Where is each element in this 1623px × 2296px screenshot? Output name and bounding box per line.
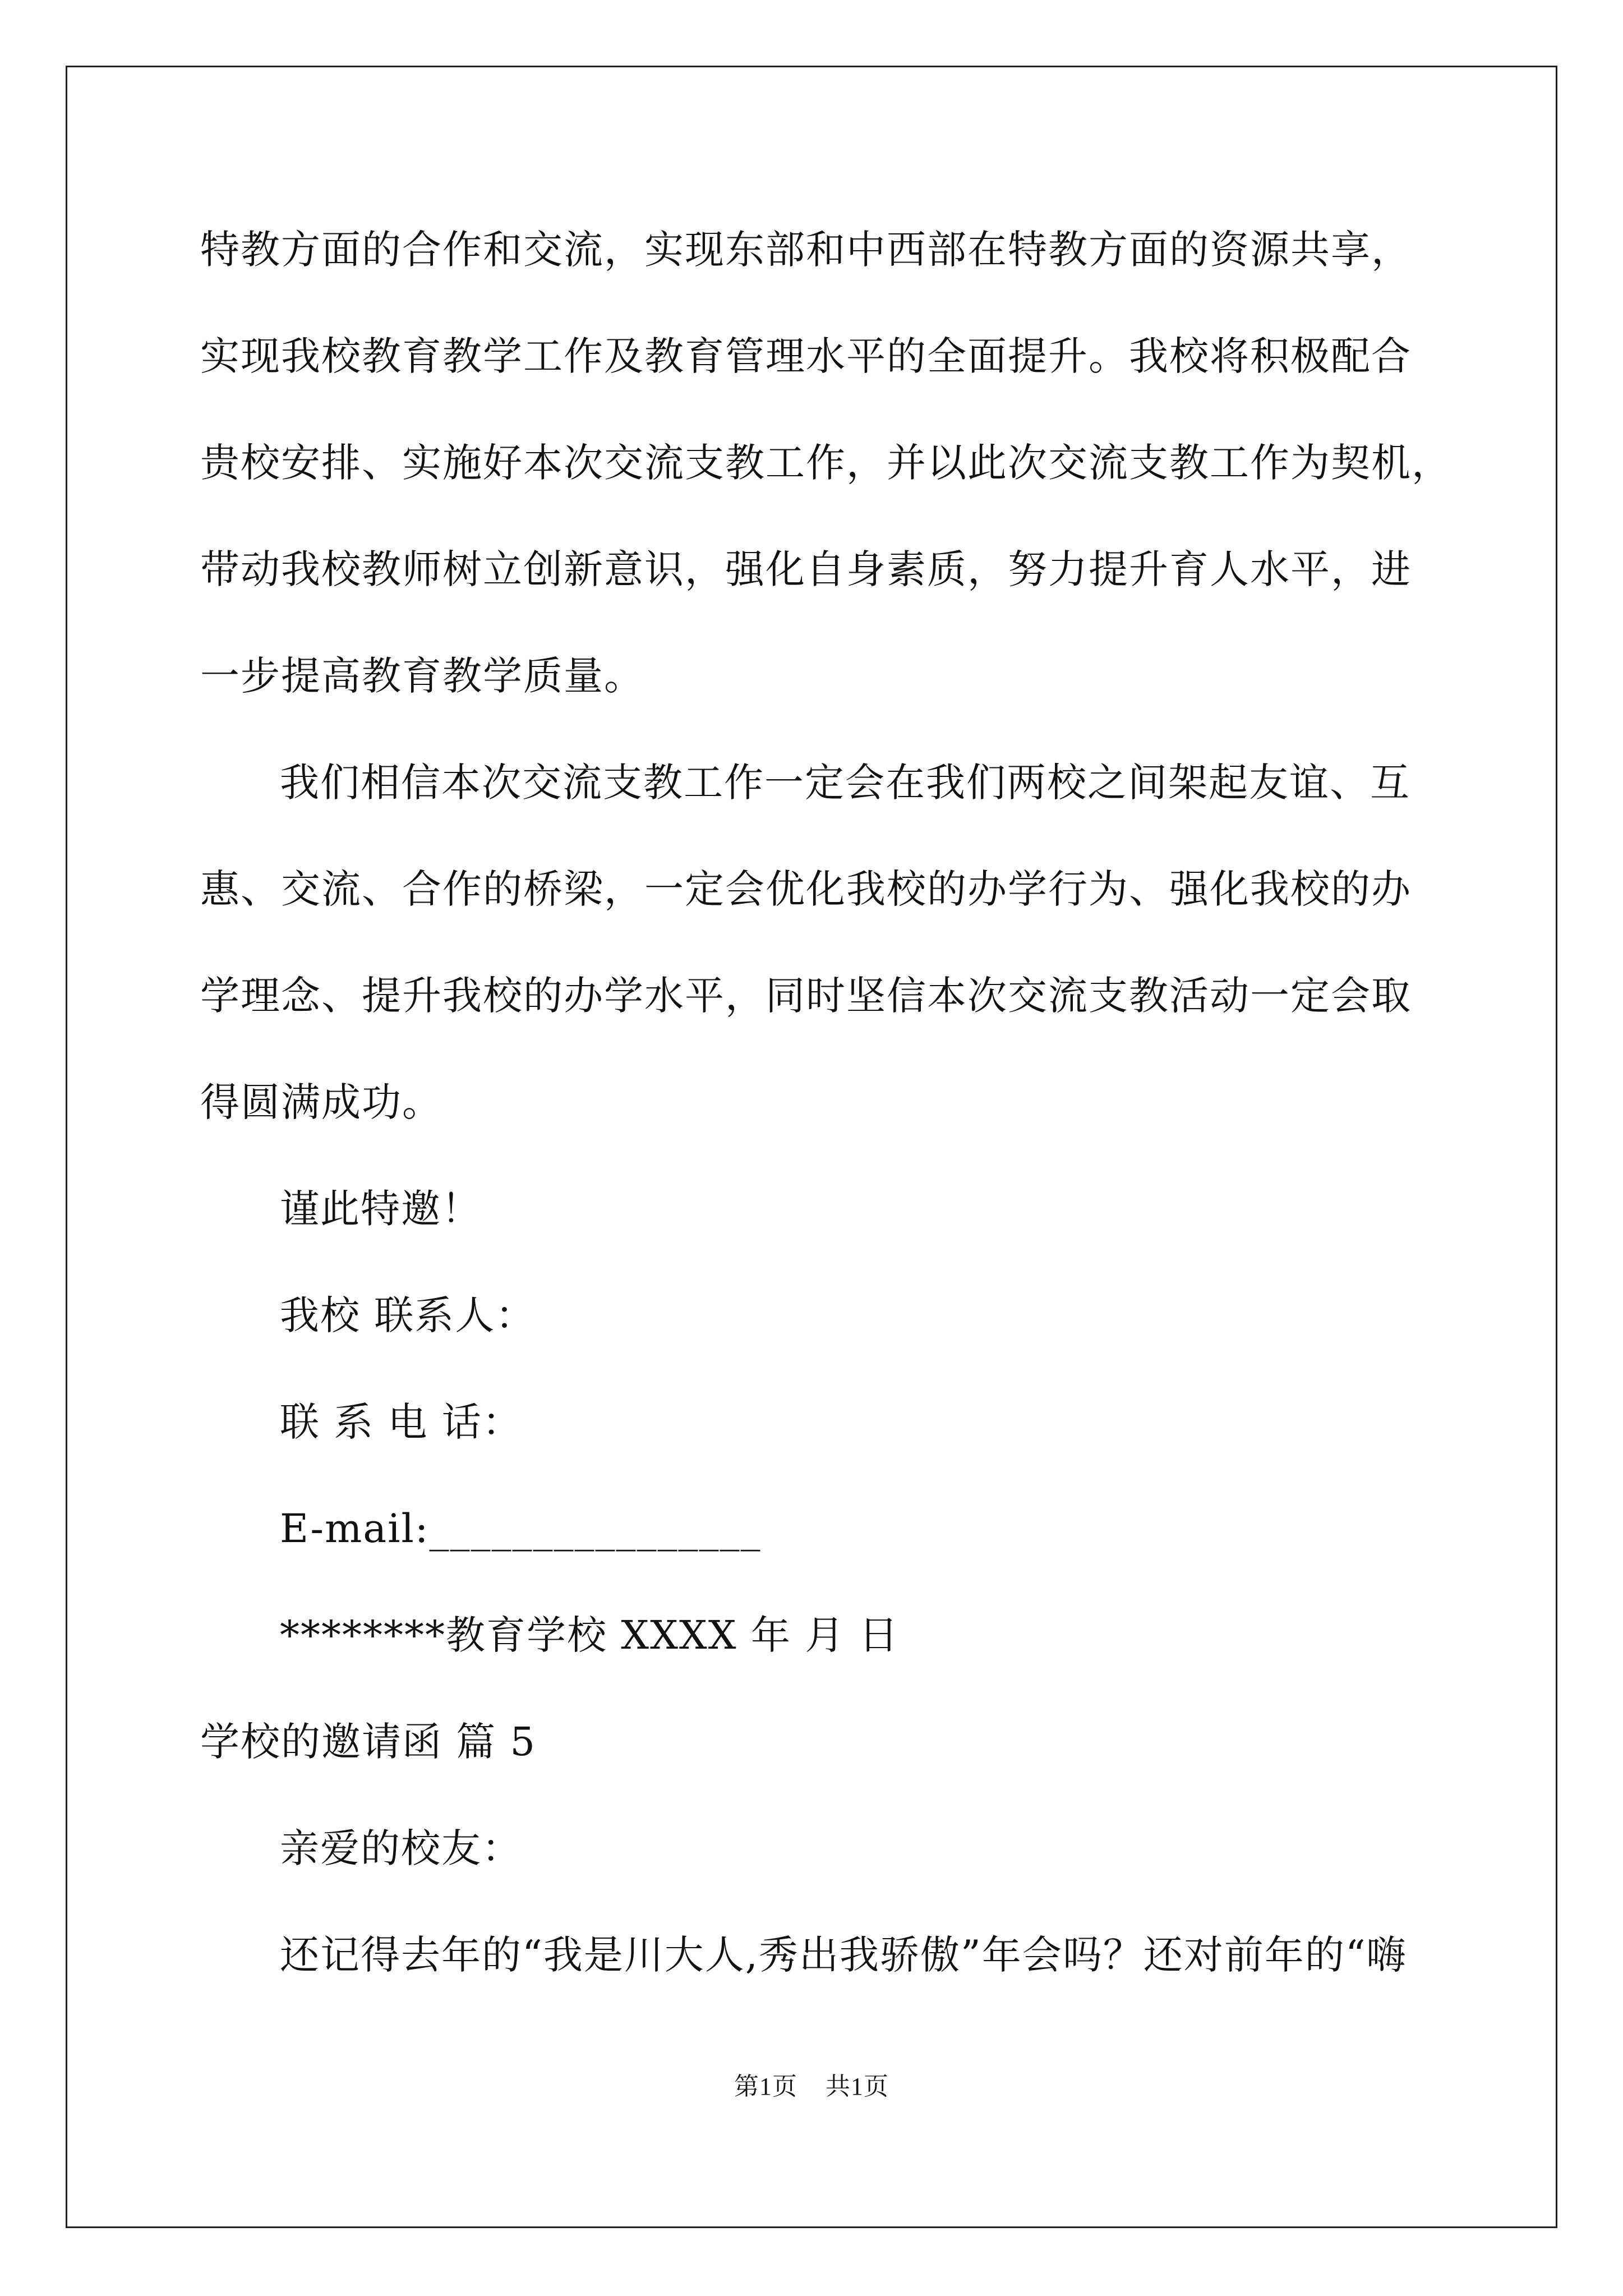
paragraph-line: 学理念、提升我校的办学水平，同时坚信本次交流支教活动一定会取: [200, 973, 1412, 1019]
section-heading: 学校的邀请函 篇 5: [200, 1719, 537, 1765]
salutation-line: 亲爱的校友：: [280, 1825, 522, 1871]
paragraph-line: 贵校安排、实施好本次交流支教工作，并以此次交流支教工作为契机，: [200, 440, 1452, 486]
page-footer: [0, 2070, 1623, 2104]
email-line: E-mail:________________: [280, 1506, 762, 1552]
paragraph-line: 带动我校教师树立创新意识，强化自身素质，努力提升育人水平，进: [200, 546, 1412, 592]
signature-date-line: ********教育学校 XXXX 年 月 日: [280, 1612, 900, 1658]
paragraph-line: 特教方面的合作和交流，实现东部和中西部在特教方面的资源共享，: [200, 227, 1412, 273]
page-total: 共1页: [826, 2073, 889, 2100]
paragraph-line: 惠、交流、合作的桥梁，一定会优化我校的办学行为、强化我校的办: [200, 866, 1412, 912]
closing-line: 谨此特邀！: [280, 1186, 482, 1232]
paragraph-line: 我们相信本次交流支教工作一定会在我们两校之间架起友谊、互: [280, 760, 1410, 806]
page-border: [66, 66, 1557, 2228]
contact-phone-line: 联 系 电 话：: [280, 1399, 523, 1445]
paragraph-line: 一步提高教育教学质量。: [200, 653, 644, 699]
paragraph-line: 还记得去年的“我是川大人,秀出我骄傲”年会吗？还对前年的“嗨: [280, 1932, 1407, 1978]
page-number: 第1页: [734, 2073, 797, 2100]
contact-person-line: 我校 联系人：: [280, 1292, 536, 1338]
paragraph-line: 得圆满成功。: [200, 1079, 442, 1125]
paragraph-line: 实现我校教育教学工作及教育管理水平的全面提升。我校将积极配合: [200, 333, 1412, 379]
